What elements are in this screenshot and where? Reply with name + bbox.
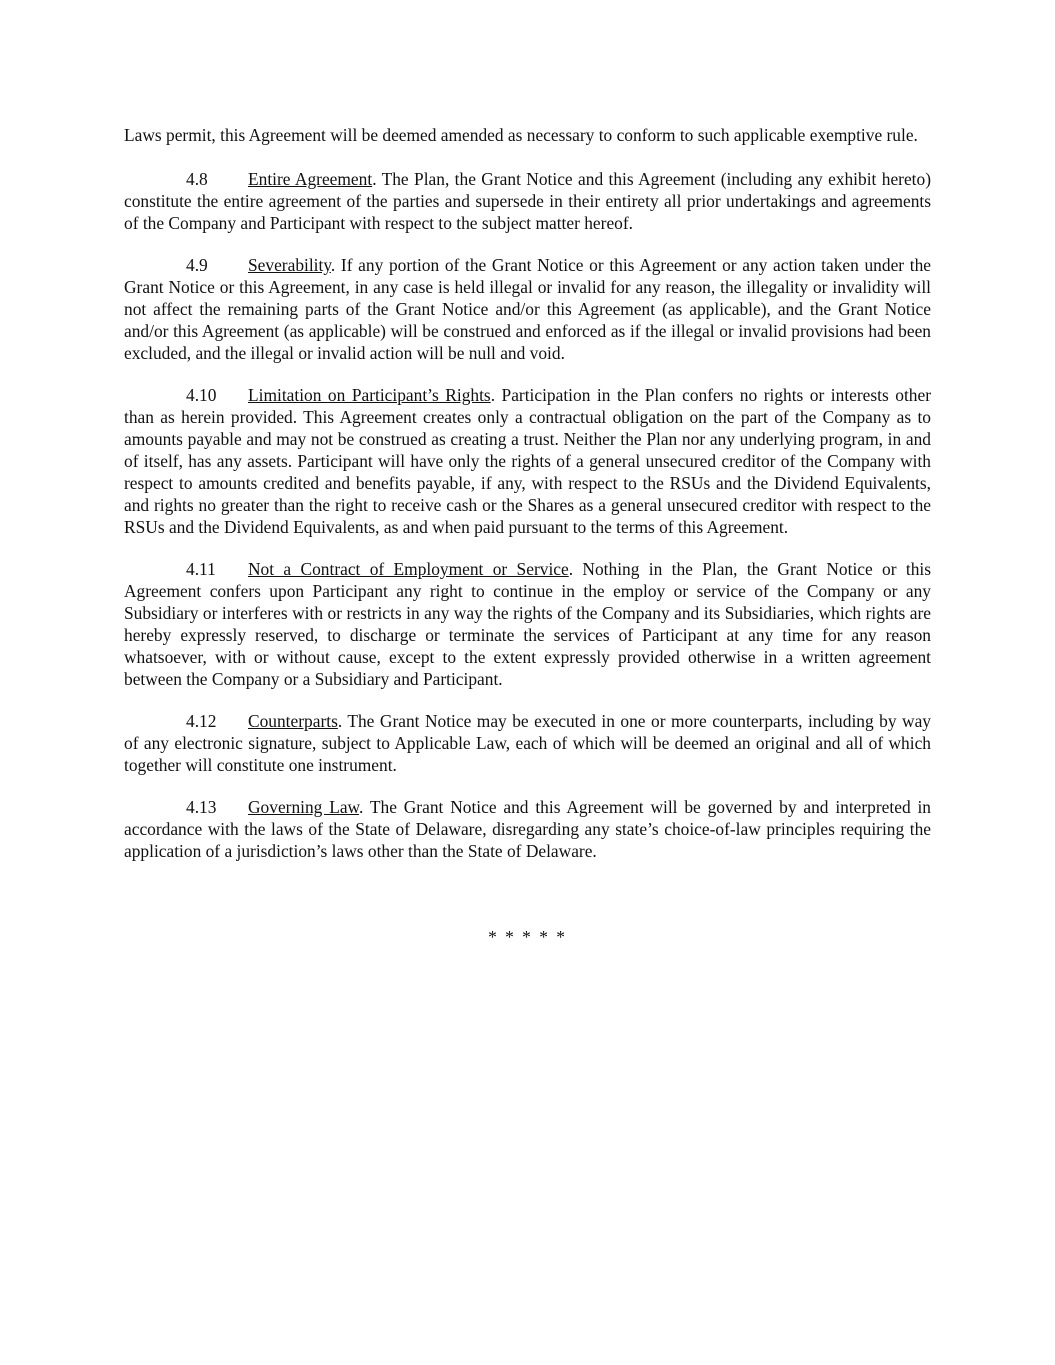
document-body (124, 124, 931, 948)
section-4-11 (124, 558, 931, 690)
intro-paragraph: Laws permit, this Agreement will be deemed amended as necessary to conform to such applicable exemptive rule. (124, 125, 918, 145)
section-heading: Governing Law (248, 797, 359, 817)
section-heading: Counterparts (248, 711, 338, 731)
section-body: . If any portion of the Grant Notice or this Agreement or any action taken under the Grant Notice or this Agreement, in any case is held illegal or invalid for any reason, the illegality or invalidity will not affect the remaining parts of the Grant Notice and/or this Agreement (as applicable), and the Grant Notice and/or this Agreement (as applicable) will be construed and enforced as if the illegal or invalid provisions had been excluded, and the illegal or invalid action will be null and void. (124, 255, 931, 363)
section-4-9 (124, 254, 931, 364)
section-body: . The Grant Notice may be executed in one or more counterparts, including by way of any electronic signature, subject to Applicable Law, each of which will be deemed an original and all of which together will constitute one instrument. (124, 711, 931, 775)
section-number: 4.8 (186, 169, 208, 189)
section-body: . The Plan, the Grant Notice and this Agreement (including any exhibit hereto) constitute the entire agreement of the parties and supersede in their entirety all prior undertakings and agreements of the Company and Participant with respect to the subject matter hereof. (124, 169, 932, 233)
section-number: 4.9 (186, 255, 208, 275)
section-body: . Nothing in the Plan, the Grant Notice or this Agreement confers upon Participant any right to continue in the employ or service of the Company or any Subsidiary or interferes with or restricts in any way the rights of the Company and its Subsidiaries, which rights are hereby expressly reserved, to discharge or terminate the services of Participant at any time for any reason whatsoever, with or without cause, except to the extent expressly provided otherwise in a written agreement between the Company or a Subsidiary and Participant. (124, 559, 932, 689)
section-heading: Entire Agreement (248, 169, 373, 189)
section-number: 4.10 (186, 385, 217, 405)
section-4-10 (124, 384, 931, 538)
section-4-13 (124, 796, 931, 862)
end-of-document-mark: * * * * * (488, 927, 567, 947)
section-4-8 (124, 168, 931, 234)
section-body: . Participation in the Plan confers no rights or interests other than as herein provided. This Agreement creates only a contractual obligation on the part of the Company as to amounts payable and may not be construed as creating a trust. Neither the Plan nor any underlying program, in and of itself, has any assets. Participant will have only the rights of a general unsecured creditor of the Company with respect to amounts credited and benefits payable, if any, with respect to the RSUs and the Dividend Equivalents, and rights no greater than the right to receive cash or the Shares as a general unsecured creditor with respect to the RSUs and the Dividend Equivalents, as and when paid pursuant to the terms of this Agreement. (124, 385, 931, 537)
section-heading: Limitation on Participant’s Rights (248, 385, 491, 405)
section-number: 4.11 (186, 559, 216, 579)
section-number: 4.13 (186, 797, 217, 817)
section-body: . The Grant Notice and this Agreement will be governed by and interpreted in accordance with the laws of the State of Delaware, disregarding any state’s choice-of-law principles requiring the application of a jurisdiction’s laws other than the State of Delaware. (124, 797, 932, 861)
section-heading: Severability (248, 255, 331, 275)
section-number: 4.12 (186, 711, 217, 731)
section-4-12 (124, 710, 931, 776)
section-heading: Not a Contract of Employment or Service (248, 559, 569, 579)
